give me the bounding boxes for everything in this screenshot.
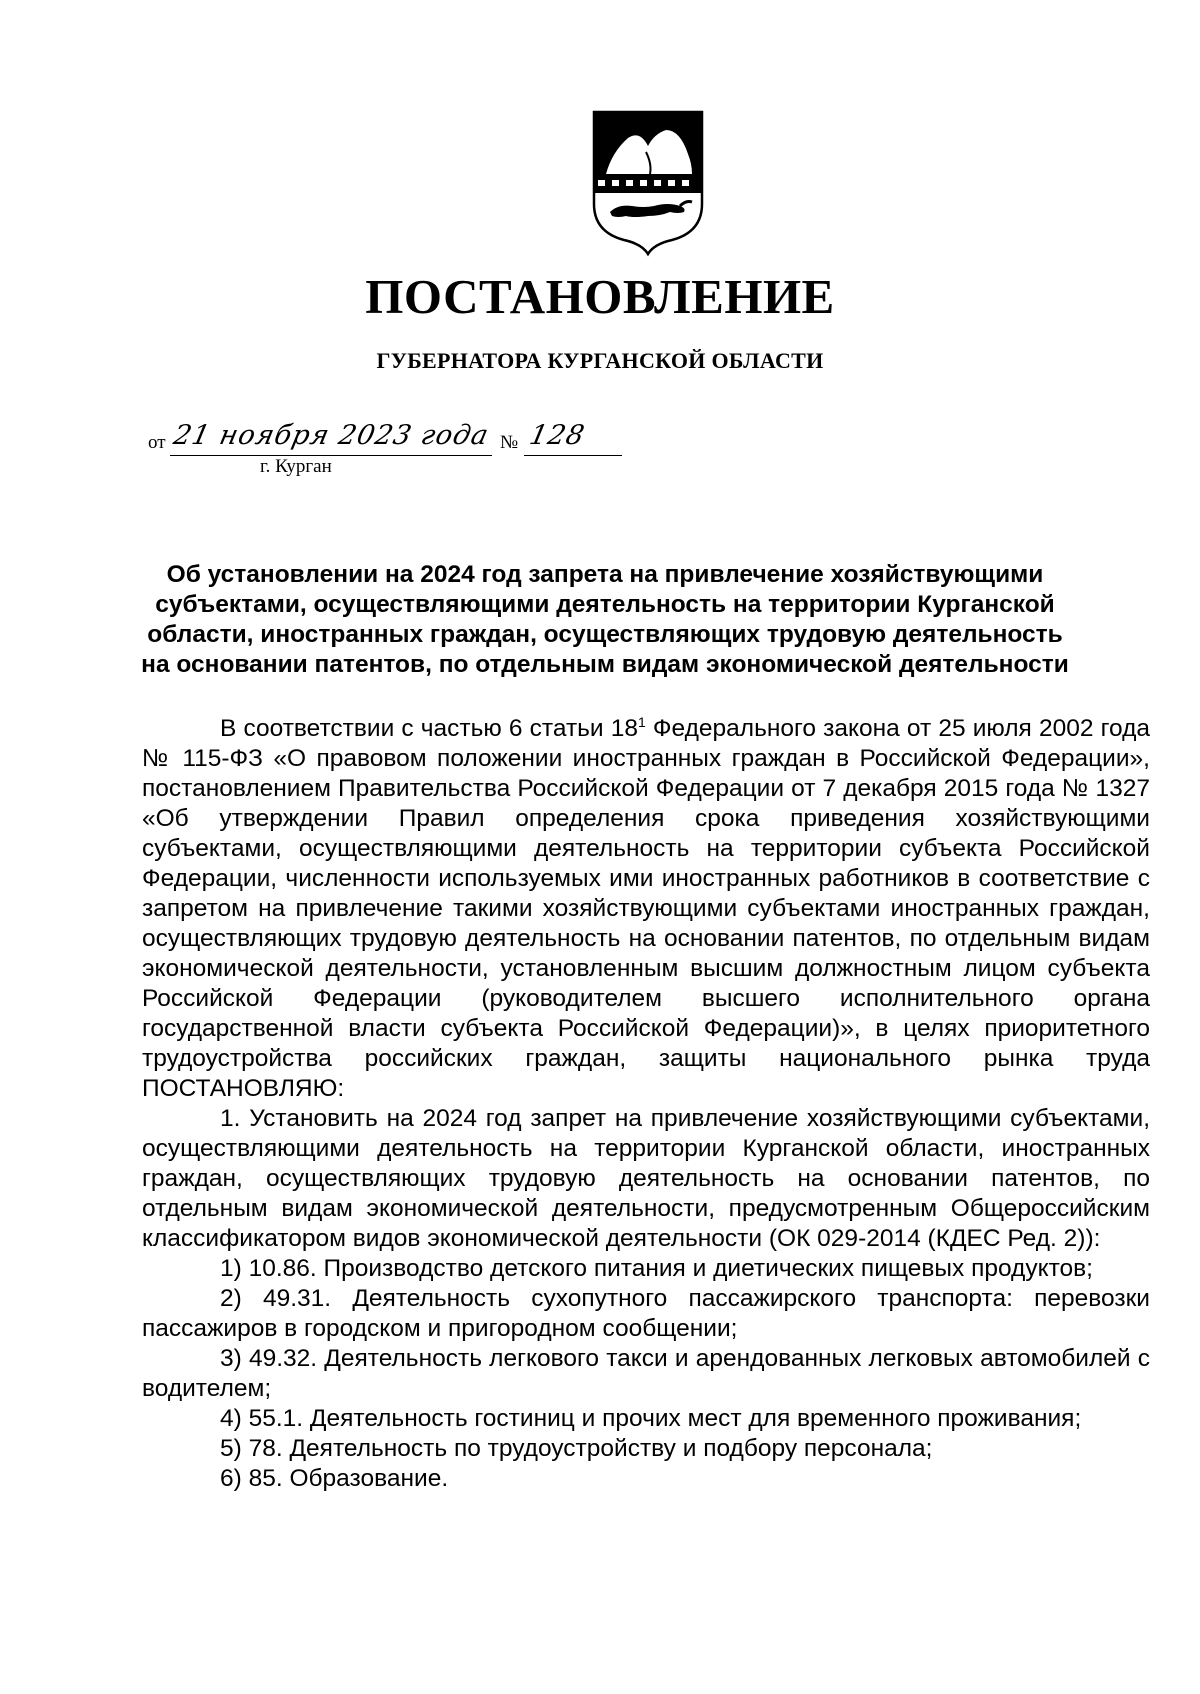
city-label: г. Курган [260, 456, 332, 477]
issuer-heading: ГУБЕРНАТОРА КУРГАНСКОЙ ОБЛАСТИ [376, 348, 824, 373]
preamble-text-part1: В соответствии с частью 6 статьи 18 [220, 715, 638, 742]
preamble-text-part2: Федерального закона от 25 июля 2002 года № 115-ФЗ «О правовом положении иностранных граждан в Российской Федерации», постановлением Правительства Российской Федерации от 7 декабря 2015 года № 1327 «Об утверждении Правил определения срока приведения хозяйствующими субъектами, осуществляющими деятельность на территории субъекта Российской Федерации, численности используемых ими иностранных работников в соответствие с запретом на привлечение такими хозяйствующими субъектами иностранных граждан, осуществляющих трудовую деятельность на основании патентов, по отдельным видам экономической деятельности, установленным высшим должностным лицом субъекта Российской Федерации (руководителем высшего исполнительного органа государственной власти субъекта Российской Федерации)», в целях приоритетного трудоустройства российских граждан, защиты национального рынка труда ПОСТАНОВЛЯЮ: [142, 715, 1150, 1102]
preamble-paragraph [142, 714, 1150, 1104]
date-handwritten: 21 ноября 2023 года [170, 420, 492, 451]
date-number-block [148, 420, 668, 510]
list-item: 1) 10.86. Производство детского питания и диетических пищевых продуктов; [220, 1255, 1093, 1282]
date-prefix: от [148, 432, 166, 453]
preamble-superscript: 1 [638, 713, 646, 730]
list-item: 6) 85. Образование. [220, 1465, 449, 1492]
coat-of-arms-emblem [588, 108, 708, 258]
number-prefix: № [500, 432, 519, 453]
document-body [142, 714, 1150, 1494]
number-underline [524, 455, 622, 456]
document-title: Об установлении на 2024 год запрета на привлечение хозяйствующими субъектами, осуществляющими деятельность на территории Курганской области, иностранных граждан, осуществляющих трудовую деятельность на основании патентов, по отдельным видам экономической деятельности [141, 561, 1069, 678]
clause-1-paragraph: 1. Установить на 2024 год запрет на привлечение хозяйствующими субъектами, осуществляющими деятельность на территории Курганской области, иностранных граждан, осуществляющих трудовую деятельность на основании патентов, по отдельным видам экономической деятельности, предусмотренным Общероссийским классификатором видов экономической деятельности (ОК 029-2014 (КДЕС Ред. 2)): [142, 1105, 1150, 1252]
number-handwritten: 128 [526, 420, 588, 451]
document-type-heading: ПОСТАНОВЛЕНИЕ [365, 269, 835, 324]
list-item: 3) 49.32. Деятельность легкового такси и арендованных легковых автомобилей с водителем; [142, 1345, 1150, 1402]
list-item: 4) 55.1. Деятельность гостиниц и прочих мест для временного проживания; [220, 1405, 1082, 1432]
list-item: 5) 78. Деятельность по трудоустройству и подбору персонала; [220, 1435, 933, 1462]
list-item: 2) 49.31. Деятельность сухопутного пассажирского транспорта: перевозки пассажиров в городском и пригородном сообщении; [142, 1285, 1150, 1342]
